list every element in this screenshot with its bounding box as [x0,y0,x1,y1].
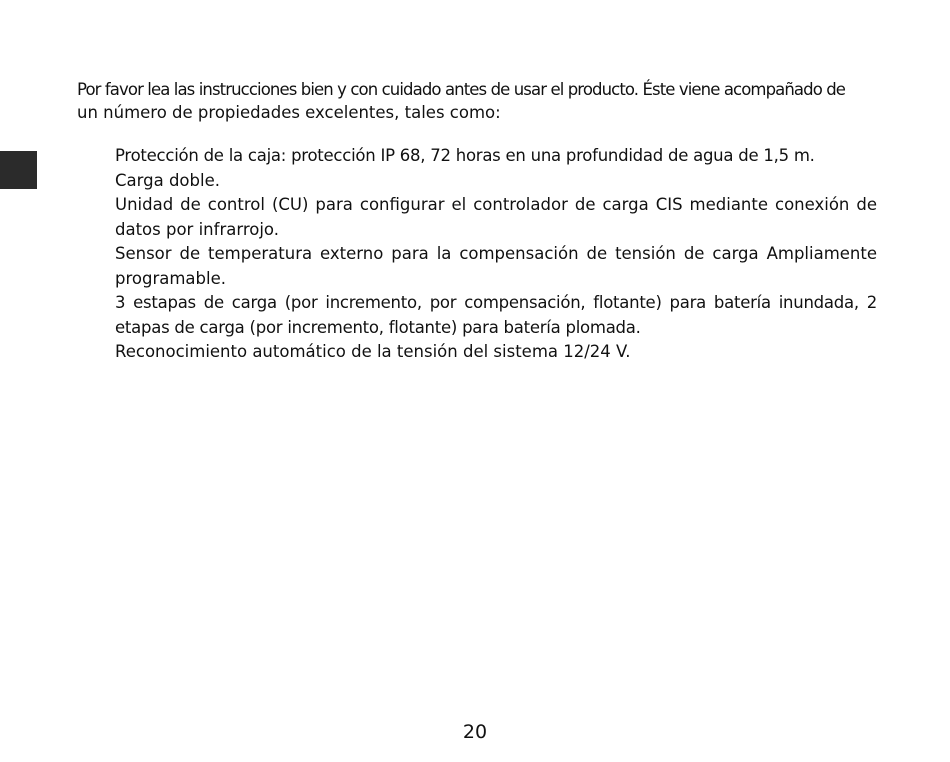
page-number: 20 [462,721,488,743]
feature-list [115,144,877,365]
feature-item-temperature-sensor: Sensor de temperatura externo para la compensación de tensión de carga Ampliamente programable. [115,244,877,288]
feature-item-dual-charge: Carga doble. [115,170,220,190]
feature-item-protection: Protección de la caja: protección IP 68, 72 horas en una profundidad de agua de 1,5 m. [115,146,815,165]
feature-item-control-unit: Unidad de control (CU) para configurar el controlador de carga CIS mediante conexión de datos por infrarrojo. [115,195,877,239]
feature-item-charge-stages: 3 estapas de carga (por incremento, por compensación, flotante) para batería inundada, 2 etapas de carga (por incremento, flotante) para batería plomada. [115,293,877,337]
intro-line-2: un número de propiedades excelentes, tales como: [77,103,501,122]
intro-paragraph [77,78,877,124]
feature-item-voltage-recognition: Reconocimiento automático de la tensión del sistema 12/24 V. [115,342,631,361]
intro-line-1: Por favor lea las instrucciones bien y con cuidado antes de usar el producto. Éste viene acompañado de [77,80,846,99]
section-tab-marker [0,151,37,189]
